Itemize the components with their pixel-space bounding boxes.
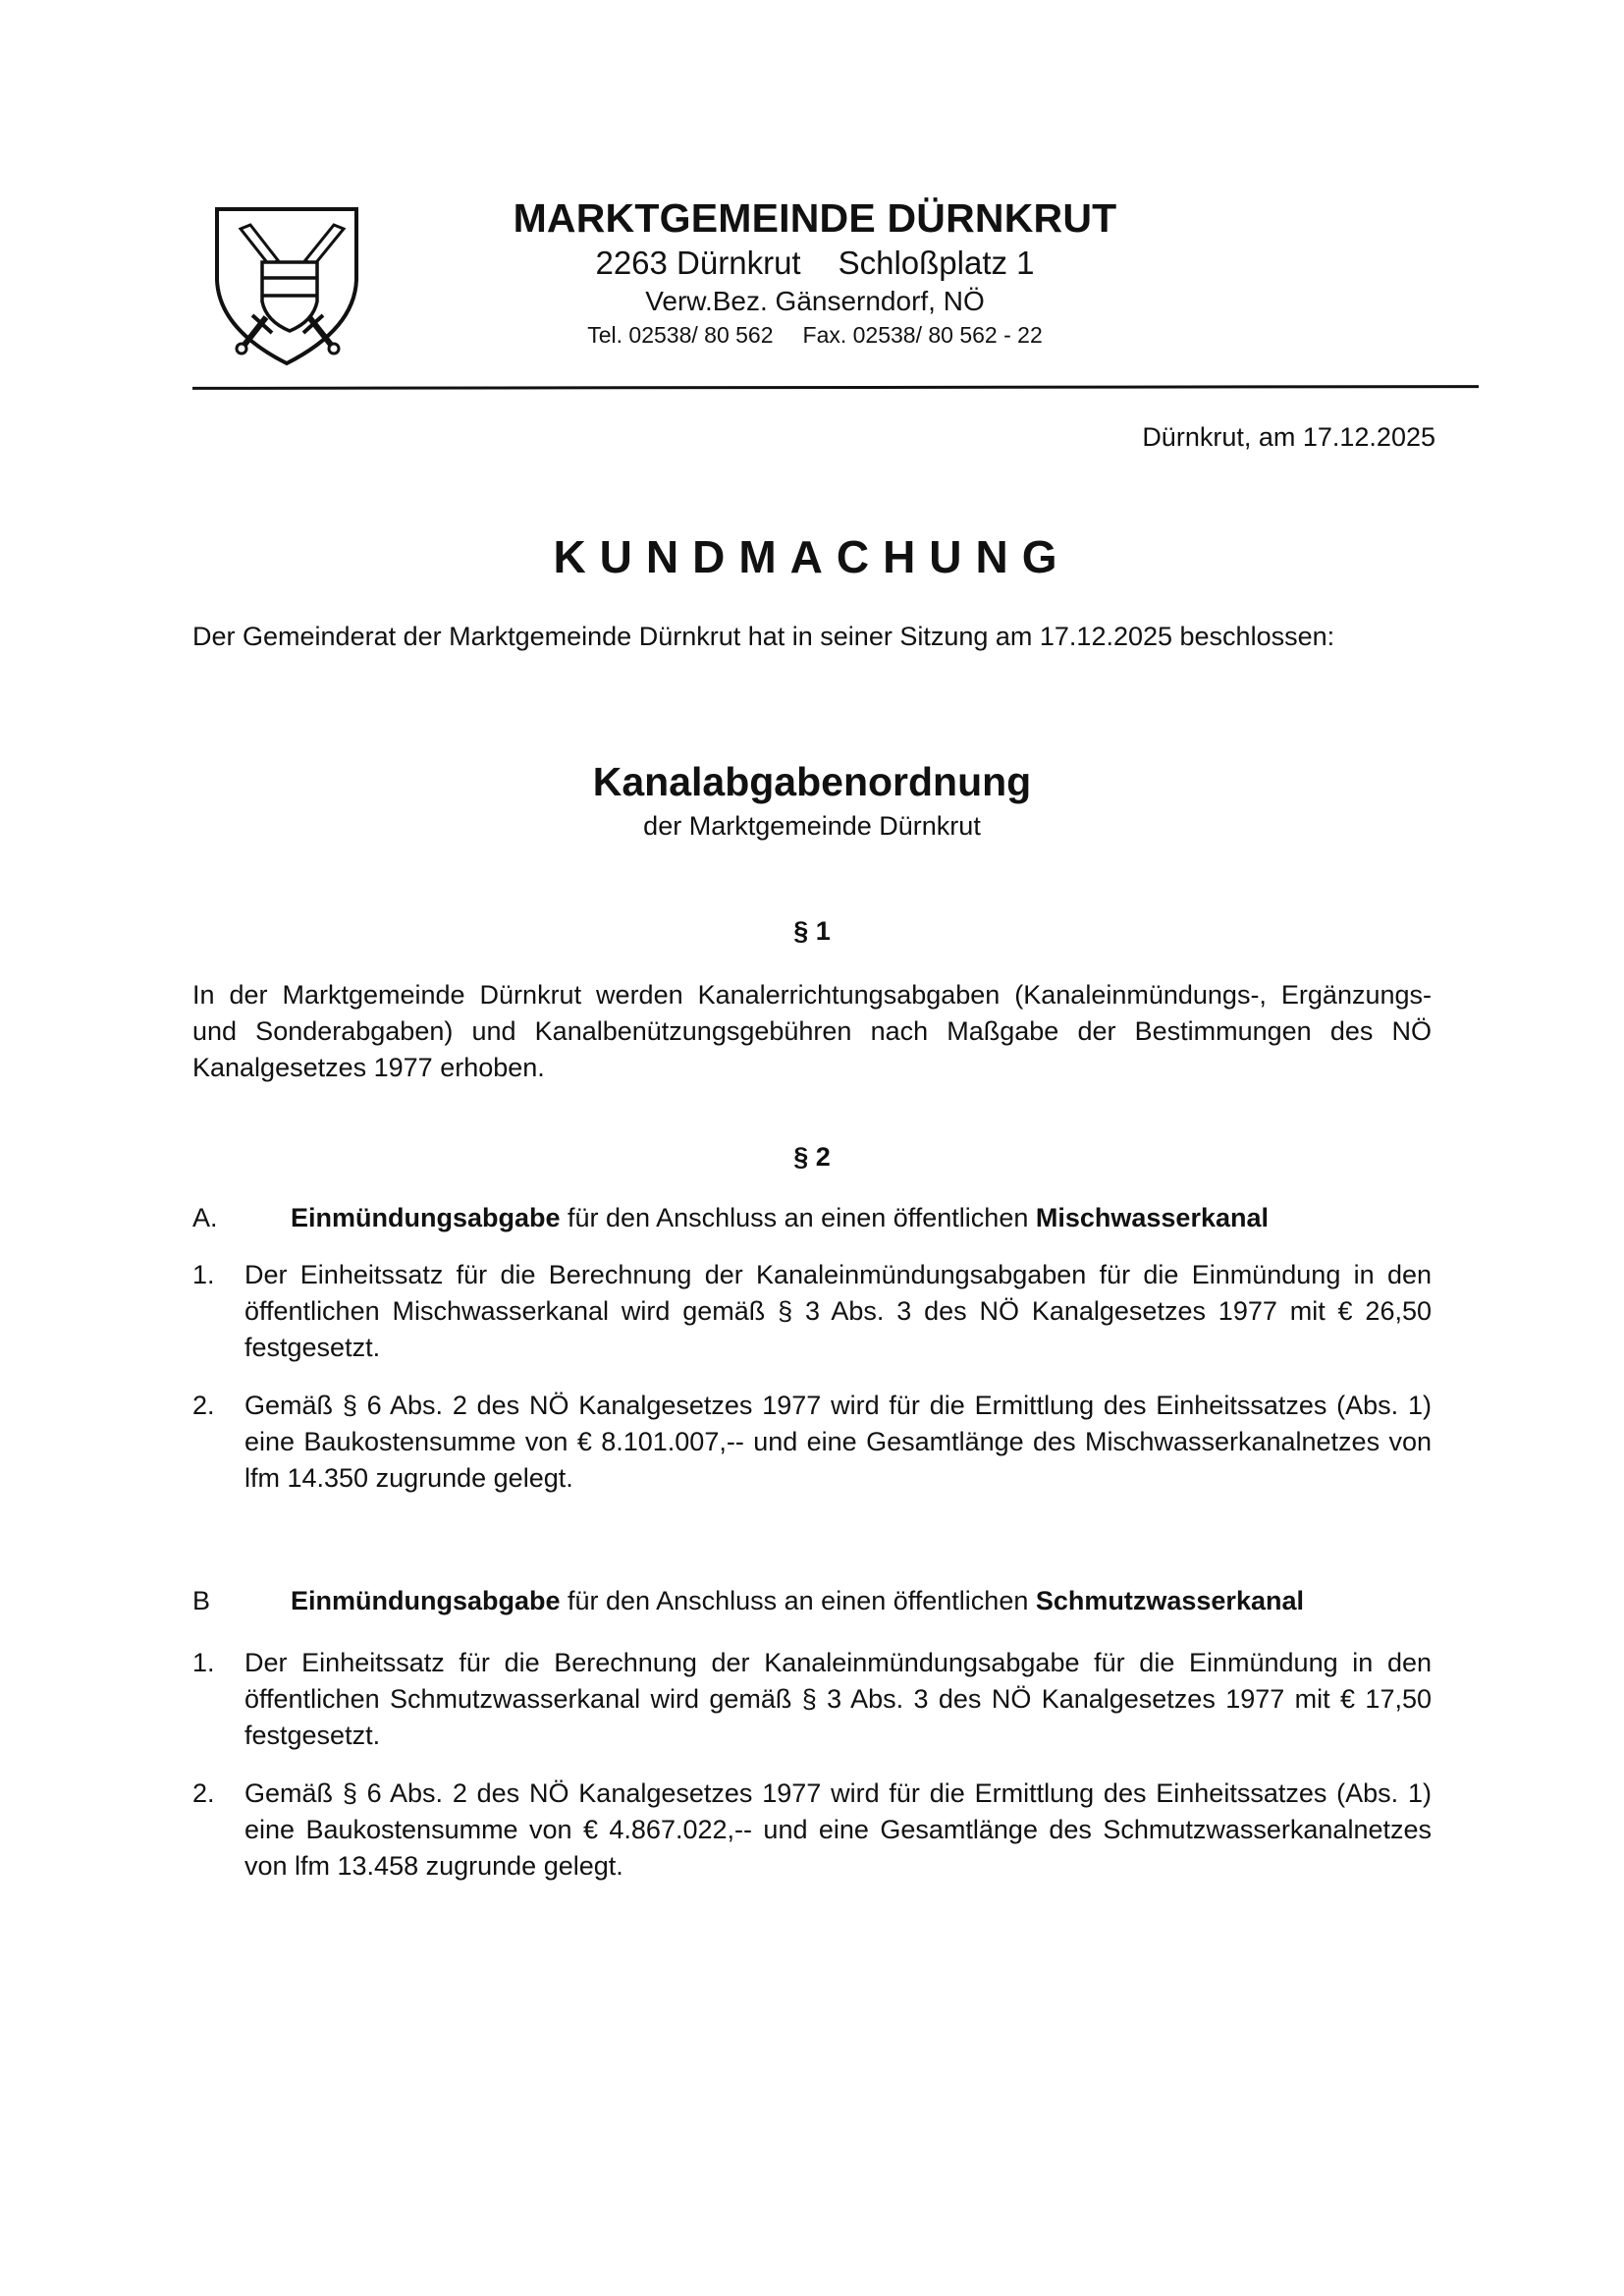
section-1-mark: § 1 xyxy=(793,916,831,946)
intro-paragraph: Der Gemeinderat der Marktgemeinde Dürnkrut hat in seiner Sitzung am 17.12.2025 beschlossen: xyxy=(192,622,1335,651)
letterhead xyxy=(471,194,1159,350)
item-text: Der Einheitssatz für die Berechnung der Kanaleinmündungsabgabe für die Einmündung in den öffentlichen Schmutzwasserkanal wird gemäß § 3 Abs. 3 des NÖ Kanalgesetzes 1977 mit € 17,50 festgesetzt. xyxy=(244,1648,1432,1750)
item-text: Gemäß § 6 Abs. 2 des NÖ Kanalgesetzes 1977 wird für die Ermittlung des Einheitssatzes (Abs. 1) eine Baukostensumme von € 4.867.022,-- und eine Gesamtlänge des Schmutzwasserkanalnetzes von lfm 13.458 zugrunde gelegt. xyxy=(244,1778,1432,1881)
address-line xyxy=(471,244,1159,283)
item-number: 2. xyxy=(192,1391,215,1420)
heading-bold: Einmündungsabgabe xyxy=(291,1203,561,1232)
section-1-text: In der Marktgemeinde Dürnkrut werden Kanalerrichtungsabgaben (Kanaleinmündungs-, Ergänzungs- und Sonderabgaben) und Kanalbenützungsgebühren nach Maßgabe der Bestimmungen des NÖ Kanalgesetzes 1977 erhoben. xyxy=(192,980,1432,1082)
fax: Fax. 02538/ 80 562 - 22 xyxy=(802,322,1043,348)
header-divider xyxy=(192,385,1479,390)
item-number: 1. xyxy=(192,1260,215,1289)
date-line: Dürnkrut, am 17.12.2025 xyxy=(1142,422,1435,452)
heading-bold: Schmutzwasserkanal xyxy=(1035,1586,1304,1615)
part-a-heading xyxy=(192,1200,1469,1236)
part-b-heading xyxy=(192,1583,1469,1619)
district: Verw.Bez. Gänserndorf, NÖ xyxy=(645,286,985,316)
heading-text: für den Anschluss an einen öffentlichen xyxy=(560,1586,1036,1615)
list-item xyxy=(192,1257,1432,1366)
part-letter: B xyxy=(192,1586,211,1615)
heading-text: für den Anschluss an einen öffentlichen xyxy=(560,1203,1036,1232)
municipality-name: MARKTGEMEINDE DÜRNKRUT xyxy=(513,195,1117,241)
item-text: Der Einheitssatz für die Berechnung der Kanaleinmündungsabgaben für die Einmündung in den öffentlichen Mischwasserkanal wird gemäß § 3 Abs. 3 des NÖ Kanalgesetzes 1977 mit € 26,50 festgesetzt. xyxy=(244,1260,1432,1362)
heading-bold: Einmündungsabgabe xyxy=(291,1586,561,1615)
item-text: Gemäß § 6 Abs. 2 des NÖ Kanalgesetzes 1977 wird für die Ermittlung des Einheitssatzes (Abs. 1) eine Baukostensumme von € 8.101.007,-- und eine Gesamtlänge des Mischwasserkanalnetzes von lfm 14.350 zugrunde gelegt. xyxy=(244,1391,1432,1493)
phone: Tel. 02538/ 80 562 xyxy=(587,322,774,348)
item-number: 2. xyxy=(192,1778,215,1808)
postal-city: 2263 Dürnkrut xyxy=(595,245,801,281)
part-letter: A. xyxy=(192,1203,218,1232)
item-number: 1. xyxy=(192,1648,215,1677)
document-title: KUNDMACHUNG xyxy=(553,531,1071,582)
street: Schloßplatz 1 xyxy=(838,245,1035,281)
list-item xyxy=(192,1776,1432,1885)
ordinance-subtitle: der Marktgemeinde Dürnkrut xyxy=(643,811,981,841)
ordinance-title: Kanalabgabenordnung xyxy=(592,759,1032,804)
heading-bold: Mischwasserkanal xyxy=(1035,1203,1269,1232)
coat-of-arms-icon xyxy=(211,201,363,368)
section-2-mark: § 2 xyxy=(793,1142,831,1172)
contact-line xyxy=(471,320,1159,350)
list-item xyxy=(192,1388,1432,1497)
list-item xyxy=(192,1645,1432,1754)
